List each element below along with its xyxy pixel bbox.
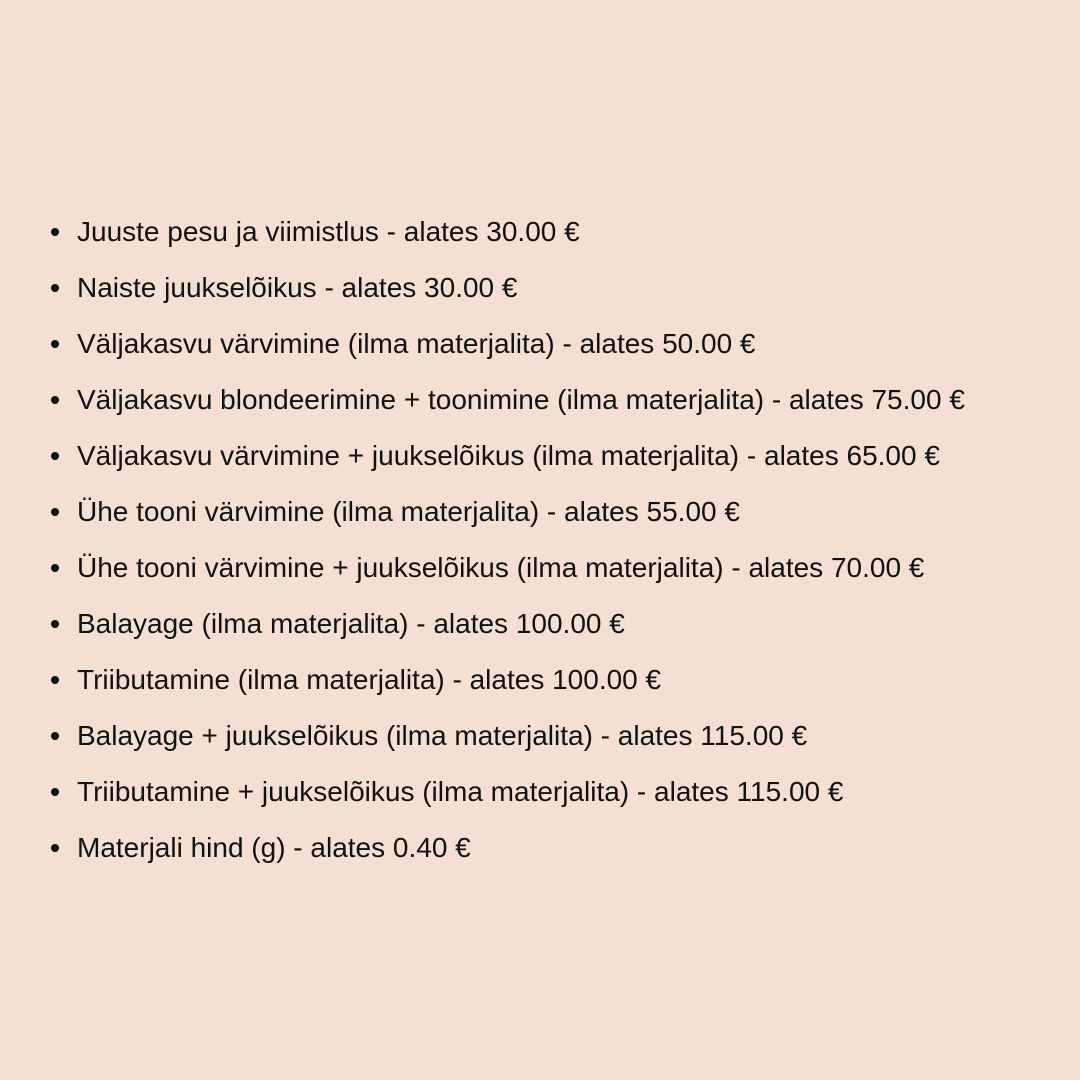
price-item-root-coloring-haircut (0, 428, 965, 484)
price-item-balayage-haircut (0, 708, 965, 764)
bullet-icon (51, 564, 59, 572)
price-item-label: Väljakasvu värvimine (ilma materjalita) - alates 50.00 € (77, 328, 756, 359)
bullet-icon (51, 508, 59, 516)
price-list (0, 204, 965, 876)
bullet-icon (51, 396, 59, 404)
price-item-label: Väljakasvu värvimine + juukselõikus (ilma materjalita) - alates 65.00 € (77, 440, 940, 471)
price-item-highlights-haircut (0, 764, 965, 820)
price-item-root-bleach-toning (0, 372, 965, 428)
price-item-root-coloring (0, 316, 965, 372)
price-item-label: Ühe tooni värvimine (ilma materjalita) - alates 55.00 € (77, 496, 740, 527)
bullet-icon (51, 732, 59, 740)
bullet-icon (51, 340, 59, 348)
bullet-icon (51, 676, 59, 684)
bullet-icon (51, 844, 59, 852)
price-item-label: Ühe tooni värvimine + juukselõikus (ilma materjalita) - alates 70.00 € (77, 552, 925, 583)
price-item-label: Triibutamine (ilma materjalita) - alates 100.00 € (77, 664, 662, 695)
bullet-icon (51, 284, 59, 292)
price-item-label: Naiste juukselõikus - alates 30.00 € (77, 272, 518, 303)
price-item-balayage (0, 596, 965, 652)
price-item-label: Balayage + juukselõikus (ilma materjalita) - alates 115.00 € (77, 720, 808, 751)
price-item-womens-haircut (0, 260, 965, 316)
price-item-single-tone-coloring (0, 484, 965, 540)
price-item-label: Materjali hind (g) - alates 0.40 € (77, 832, 471, 863)
price-item-label: Triibutamine + juukselõikus (ilma materjalita) - alates 115.00 € (77, 776, 844, 807)
price-item-single-tone-coloring-haircut (0, 540, 965, 596)
price-item-label: Balayage (ilma materjalita) - alates 100.00 € (77, 608, 625, 639)
bullet-icon (51, 620, 59, 628)
bullet-icon (51, 788, 59, 796)
bullet-icon (51, 228, 59, 236)
price-item-label: Juuste pesu ja viimistlus - alates 30.00 € (77, 216, 580, 247)
price-item-label: Väljakasvu blondeerimine + toonimine (ilma materjalita) - alates 75.00 € (77, 384, 965, 415)
bullet-icon (51, 452, 59, 460)
price-item-hair-wash-styling (0, 204, 965, 260)
price-item-highlights (0, 652, 965, 708)
price-item-material-price (0, 820, 965, 876)
